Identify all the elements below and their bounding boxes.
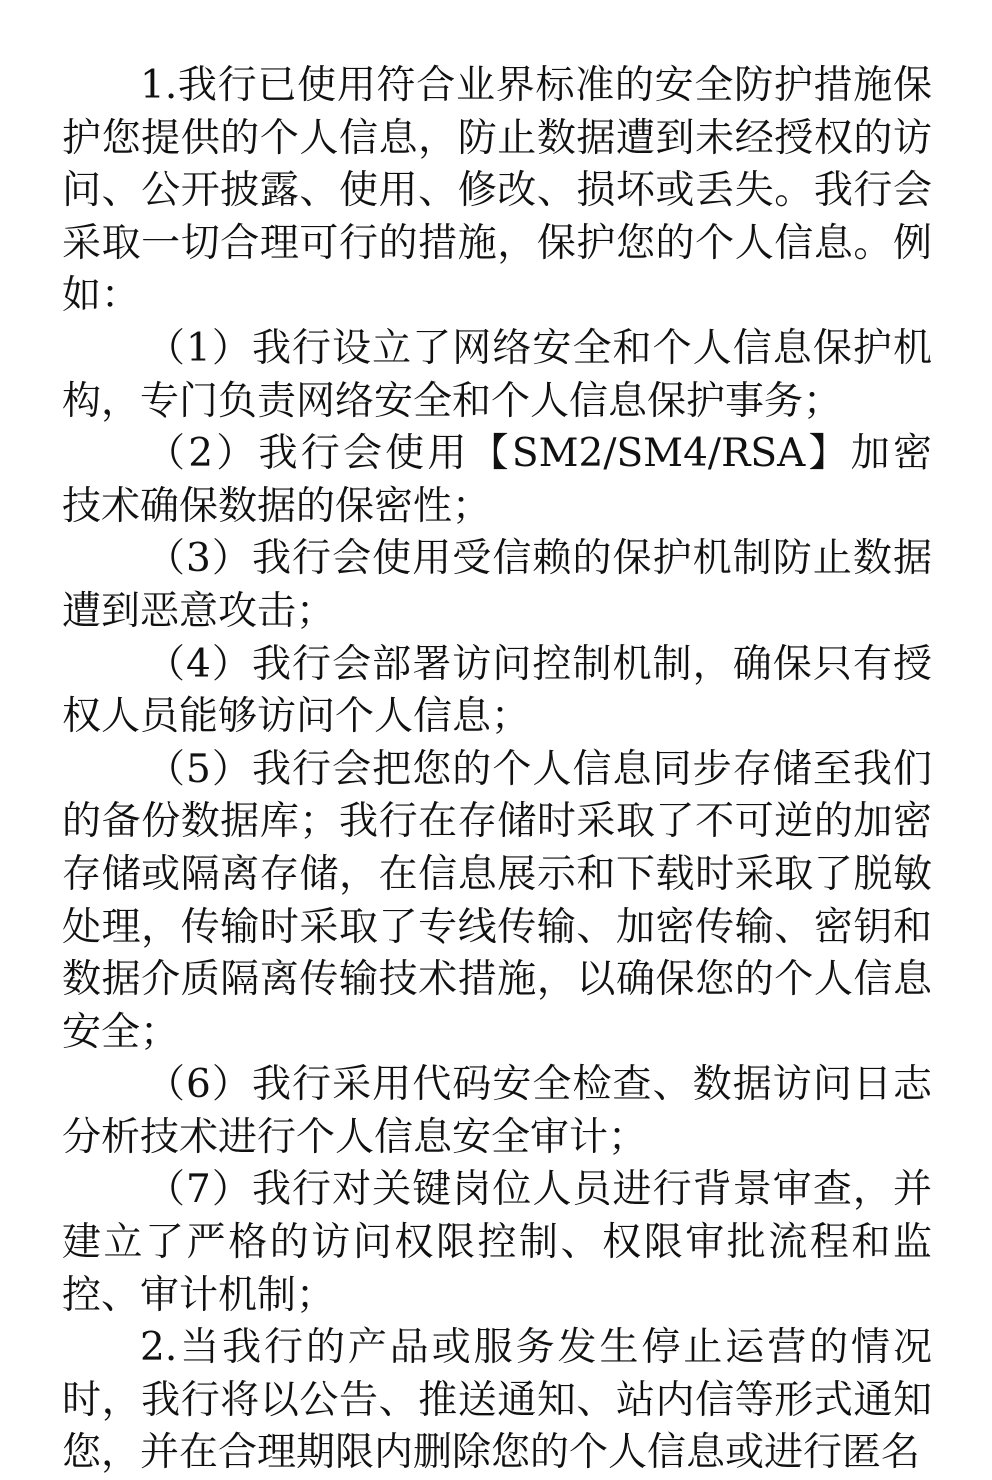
list-item-backup-storage: （5）我行会把您的个人信息同步存储至我们的备份数据库；我行在存储时采取了不可逆的加密存储或隔离存储，在信息展示和下载时采取了脱敏处理，传输时采取了专线传输、加密传输、密钥和数据介质隔离传输技术措施，以确保您的个人信息安全； <box>62 746 932 1055</box>
list-item-protection-mechanism: （3）我行会使用受信赖的保护机制防止数据遭到恶意攻击； <box>62 536 932 634</box>
paragraph-service-termination: 2.当我行的产品或服务发生停止运营的情况时，我行将以公告、推送通知、站内信等形式通知您，并在合理期限内删除您的个人信息或进行匿名 <box>62 1325 932 1476</box>
paragraph-security-measures: 1.我行已使用符合业界标准的安全防护措施保护您提供的个人信息，防止数据遭到未经授权的访问、公开披露、使用、修改、损坏或丢失。我行会采取一切合理可行的措施，保护您的个人信息。例如： <box>62 63 932 319</box>
list-item-security-organization: （1）我行设立了网络安全和个人信息保护机构，专门负责网络安全和个人信息保护事务； <box>62 325 932 424</box>
document-body <box>62 60 932 1480</box>
list-item-security-audit: （6）我行采用代码安全检查、数据访问日志分析技术进行个人信息安全审计； <box>62 1062 932 1160</box>
list-item-background-check: （7）我行对关键岗位人员进行背景审查，并建立了严格的访问权限控制、权限审批流程和监控、审计机制； <box>62 1167 932 1318</box>
list-item-encryption: （2）我行会使用【SM2/SM4/RSA】加密技术确保数据的保密性； <box>62 431 932 529</box>
list-item-access-control: （4）我行会部署访问控制机制，确保只有授权人员能够访问个人信息； <box>62 641 932 740</box>
